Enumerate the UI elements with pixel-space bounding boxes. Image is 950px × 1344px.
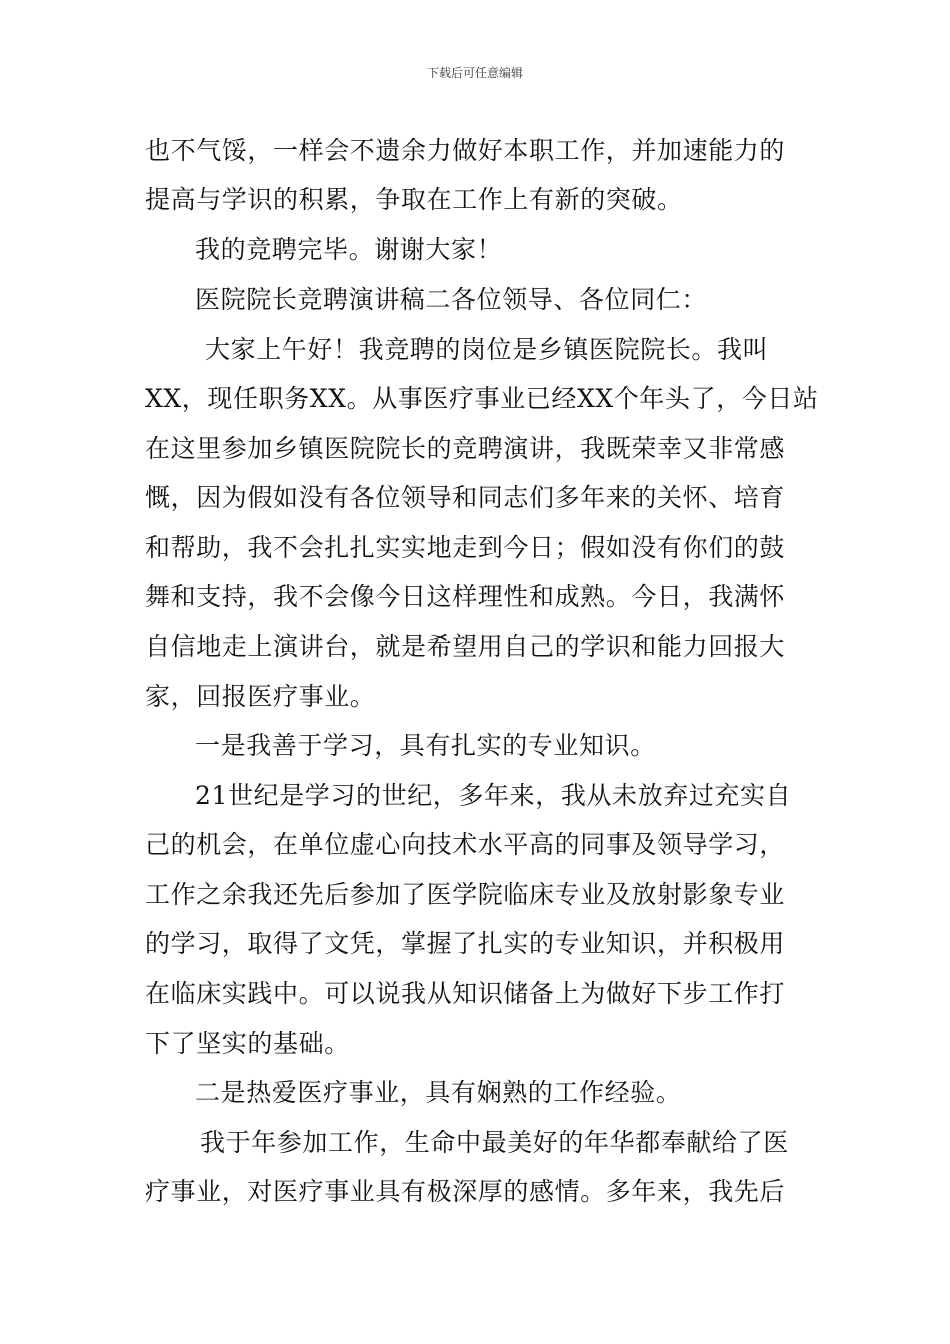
text-line: 二是热爱医疗事业，具有娴熟的工作经验。: [195, 1078, 682, 1107]
text-line: 慨，因为假如没有各位领导和同志们多年来的关怀、培育: [145, 483, 786, 512]
text-line: 我于年参加工作，生命中最美好的年华都奉献给了医: [200, 1128, 789, 1157]
text-line: 工作之余我还先后参加了医学院临床专业及放射影象专业: [145, 880, 786, 909]
text-line: 也不气馁，一样会不遗余力做好本职工作，并加速能力的: [145, 136, 786, 165]
text-line: 21世纪是学习的世纪，多年来，我从未放弃过充实自: [195, 781, 792, 810]
page-header: 下载后可任意编辑: [426, 66, 523, 80]
text-line: 下了坚实的基础。: [145, 1029, 350, 1058]
text-line: 的学习，取得了文凭，掌握了扎实的专业知识，并积极用: [145, 929, 786, 958]
text-line: 在这里参加乡镇医院院长的竞聘演讲，我既荣幸又非常感: [145, 434, 786, 463]
text-line: 一是我善于学习，具有扎实的专业知识。: [195, 731, 656, 760]
text-line: 疗事业，对医疗事业具有极深厚的感情。多年来，我先后: [145, 1177, 786, 1206]
text-line: 我的竞聘完毕。谢谢大家！: [195, 235, 503, 264]
text-line: 医院院长竞聘演讲稿二各位领导、各位同仁：: [195, 285, 708, 314]
text-line: 己的机会，在单位虚心向技术水平高的同事及领导学习，: [145, 830, 786, 859]
text-line: XX，现任职务XX。从事医疗事业已经XX个年头了，今日站: [145, 384, 819, 413]
text-line: 和帮助，我不会扎扎实实地走到今日；假如没有你们的鼓: [145, 533, 786, 562]
text-line: 提高与学识的积累，争取在工作上有新的突破。: [145, 185, 683, 214]
text-line: 自信地走上演讲台，就是希望用自己的学识和能力回报大: [145, 632, 786, 661]
text-line: 舞和支持，我不会像今日这样理性和成熟。今日，我满怀: [145, 582, 786, 611]
text-line: 家，回报医疗事业。: [145, 682, 376, 711]
text-line: 大家上午好！我竞聘的岗位是乡镇医院院长。我叫: [205, 335, 769, 364]
text-line: 在临床实践中。可以说我从知识储备上为做好下步工作打: [145, 979, 786, 1008]
